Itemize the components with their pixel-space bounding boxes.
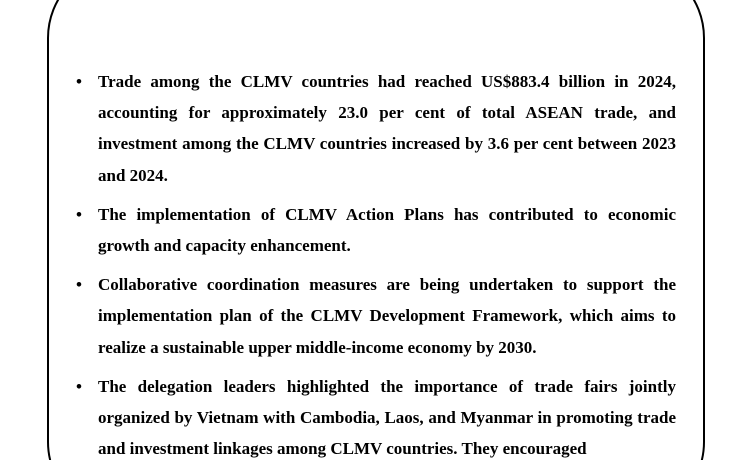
bullet-item-trade bbox=[74, 66, 676, 191]
bullet-list bbox=[74, 66, 676, 460]
bullet-text: Trade among the CLMV countries had reached US$883.4 billion in 2024, accounting for approximately 23.0 per cent of total ASEAN trade, and investment among the CLMV countries increased by 3.6 per cent between 2023 and 2024. bbox=[98, 72, 676, 185]
bullet-item-action-plans bbox=[74, 199, 676, 261]
bullet-dot-icon: • bbox=[76, 275, 82, 295]
bullet-text: The implementation of CLMV Action Plans has contributed to economic growth and capacity enhancement. bbox=[98, 204, 676, 256]
bullet-text: The delegation leaders highlighted the importance of trade fairs jointly organized by Vietnam with Cambodia, Laos, and Myanmar in promoting trade and investment linkages among CLMV countries. They encouraged bbox=[98, 376, 676, 459]
bullet-text: Collaborative coordination measures are being undertaken to support the implementation plan of the CLMV Development Framework, which aims to realize a sustainable upper middle-income economy by 2030. bbox=[98, 275, 676, 357]
bullet-dot-icon: • bbox=[76, 204, 82, 224]
bullet-item-framework bbox=[74, 269, 676, 363]
bullet-item-trade-fairs bbox=[74, 371, 676, 460]
bullet-dot-icon: • bbox=[76, 376, 82, 396]
bullet-dot-icon: • bbox=[76, 72, 82, 91]
